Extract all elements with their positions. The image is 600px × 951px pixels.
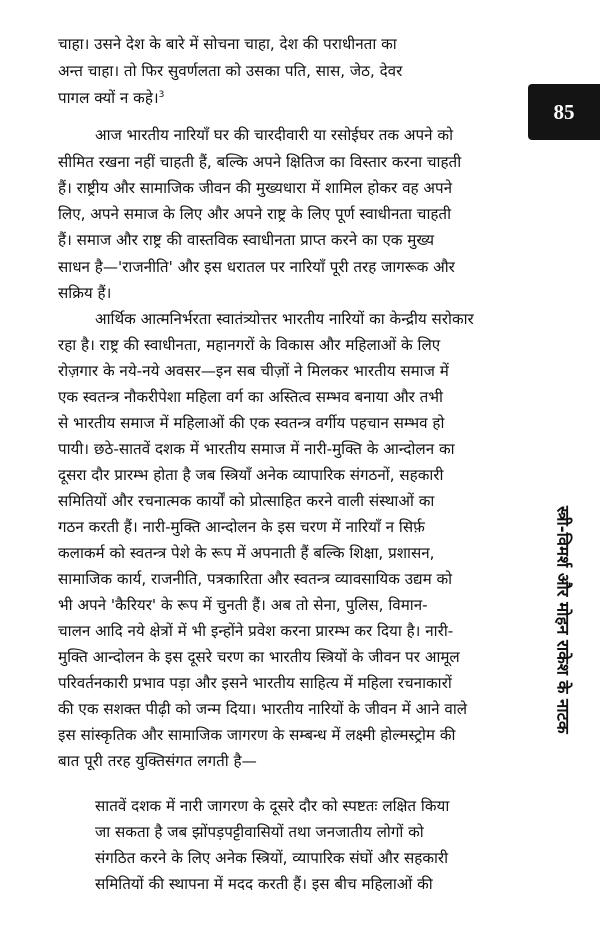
text-line: समितियों और रचनात्मक कार्यों को प्रोत्साहित करने वाली संस्थाओं का bbox=[58, 492, 435, 510]
text-line-content: पागल क्यों न कहे। bbox=[58, 89, 159, 107]
text-line: इस सांस्कृतिक और सामाजिक जागरण के सम्बन्ध में लक्ष्मी होल्मस्ट्रोम की bbox=[58, 726, 456, 744]
quote-line: सातवें दशक में नारी जागरण के दूसरे दौर को स्पष्टतः लक्षित किया bbox=[95, 797, 450, 815]
text-line: चालन आदि नये क्षेत्रों में भी इन्होंने प्रवेश करना प्रारम्भ कर दिया है। नारी- bbox=[58, 622, 454, 640]
text-line: परिवर्तनकारी प्रभाव पड़ा और इसने भारतीय साहित्य में महिला रचनाकारों bbox=[58, 674, 452, 692]
text-line: सीमित रखना नहीं चाहती हैं, बल्कि अपने क्षितिज का विस्तार करना चाहती bbox=[58, 153, 462, 171]
text-line: भी अपने 'कैरियर' के रूप में चुनती हैं। अब तो सेना, पुलिस, विमान- bbox=[58, 596, 428, 614]
footnote-marker: 3 bbox=[158, 89, 165, 100]
text-line: साधन है—'राजनीति' और इस धरातल पर नारियाँ पूरी तरह जागरूक और bbox=[58, 258, 455, 276]
text-line: आर्थिक आत्मनिर्भरता स्वातंत्र्योत्तर भारतीय नारियों का केन्द्रीय सरोकार bbox=[95, 310, 474, 328]
text-line: रहा है। राष्ट्र की स्वाधीनता, महानगरों के विकास और महिलाओं के लिए bbox=[58, 336, 441, 354]
text-line: हैं। राष्ट्रीय और सामाजिक जीवन की मुख्यधारा में शामिल होकर वह अपने bbox=[58, 179, 453, 197]
quote-line: जा सकता है जब झोंपड़पट्टीवासियों तथा जनजातीय लोगों को bbox=[95, 823, 424, 841]
quote-line: समितियों की स्थापना में मदद करती हैं। इस बीच महिलाओं की bbox=[95, 875, 433, 893]
quote-line: संगठित करने के लिए अनेक स्त्रियों, व्यापारिक संघों और सहकारी bbox=[95, 849, 449, 867]
text-line: से भारतीय समाज में महिलाओं की एक स्वतन्त्र वर्गीय पहचान सम्भव हो bbox=[58, 414, 445, 432]
text-line: गठन करती हैं। नारी-मुक्ति आन्दोलन के इस चरण में नारियाँ न सिर्फ़ bbox=[58, 518, 425, 536]
text-line: मुक्ति आन्दोलन के इस दूसरे चरण का भारतीय स्त्रियों के जीवन पर आमूल bbox=[58, 648, 460, 666]
text-line: पायी। छठे-सातवें दशक में भारतीय समाज में नारी-मुक्ति के आन्दोलन का bbox=[58, 440, 455, 458]
text-line: आज भारतीय नारियाँ घर की चारदीवारी या रसोईघर तक अपने को bbox=[95, 126, 454, 144]
text-line: एक स्वतन्त्र नौकरीपेशा महिला वर्ग का अस्तित्व सम्भव बनाया और तभी bbox=[58, 388, 443, 406]
running-head bbox=[548, 410, 578, 830]
text-line: लिए, अपने समाज के लिए और अपने राष्ट्र के लिए पूर्ण स्वाधीनता चाहती bbox=[58, 205, 452, 223]
text-line: सामाजिक कार्य, राजनीति, पत्रकारिता और स्वतन्त्र व्यावसायिक उद्यम को bbox=[58, 570, 453, 588]
text-line: बात पूरी तरह युक्तिसंगत लगती है— bbox=[58, 752, 257, 770]
text-line: रोज़गार के नये-नये अवसर—इन सब चीज़ों ने मिलकर भारतीय समाज में bbox=[58, 362, 449, 380]
page-number-tab bbox=[528, 84, 600, 140]
text-line: चाहा। उसने देश के बारे में सोचना चाहा, देश की पराधीनता का bbox=[58, 35, 397, 53]
running-head-text: स्त्री-विमर्श और मोहन राकेश के नाटक bbox=[553, 506, 573, 734]
text-line: हैं। समाज और राष्ट्र की वास्तविक स्वाधीनता प्राप्त करने का एक मुख्य bbox=[58, 231, 435, 249]
text-line bbox=[58, 87, 164, 109]
page-number: 85 bbox=[553, 99, 575, 124]
text-line: सक्रिय हैं। bbox=[58, 284, 112, 302]
text-line: कलाकर्म को स्वतन्त्र पेशे के रूप में अपनाती हैं बल्कि शिक्षा, प्रशासन, bbox=[58, 544, 435, 562]
text-line: दूसरा दौर प्रारम्भ होता है जब स्त्रियाँ अनेक व्यापारिक संगठनों, सहकारी bbox=[58, 466, 444, 484]
text-line: अन्त चाहा। तो फिर सुवर्णलता को उसका पति, सास, जेठ, देवर bbox=[58, 62, 403, 80]
text-line: की एक सशक्त पीढ़ी को जन्म दिया। भारतीय नारियों के जीवन में आने वाले bbox=[58, 700, 468, 718]
